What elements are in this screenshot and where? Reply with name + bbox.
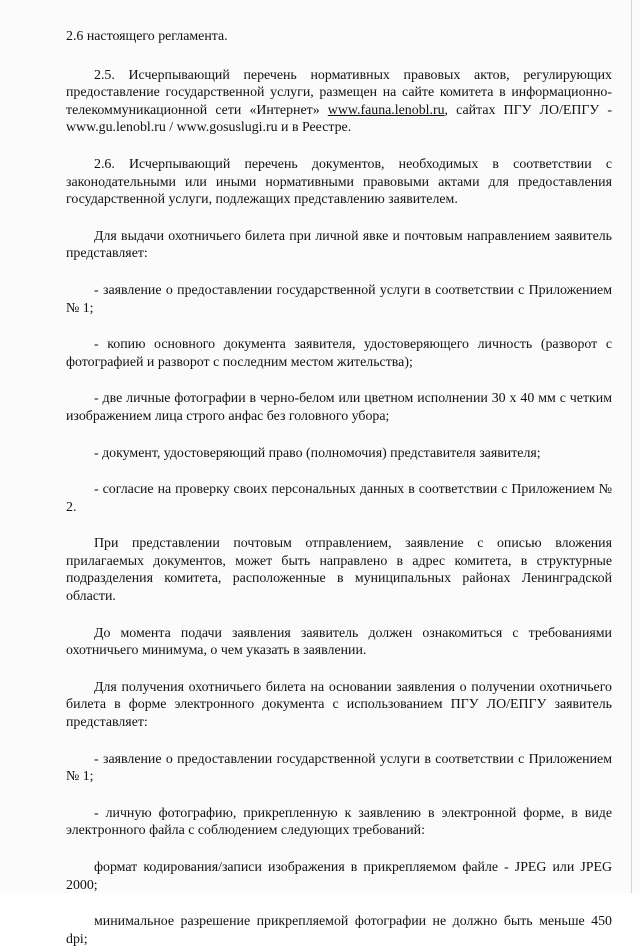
- paragraph-text: , сайтах ПГУ ЛО/ЕПГУ - www.gu.lenobl.ru / www.gosuslugi.ru и в Реестре.: [66, 102, 612, 136]
- paragraph: - согласие на проверку своих персональных данных в соответствии с Приложением № 2.: [66, 482, 612, 515]
- paragraph: минимальное разрешение прикрепляемой фотографии не должно быть меньше 450 dpi;: [66, 914, 612, 947]
- paragraph: 2.6 настоящего регламента.: [66, 29, 228, 44]
- document-body: [66, 28, 612, 948]
- paragraph: Для выдачи охотничьего билета при личной явке и почтовым направлением заявитель представляет:: [66, 228, 612, 262]
- paragraph: При представлении почтовым отправлением, заявление с описью вложения прилагаемых документов, может быть направлено в адрес комитета, в структурные подразделения комитета, расположенные в муниципальных районах Ленинградской области.: [66, 536, 612, 605]
- paragraph: - личную фотографию, прикрепленную к заявлению в электронной форме, в виде электронного файла с соблюдением следующих требований:: [66, 805, 612, 839]
- paragraph: - заявление о предоставлении государственной услуги в соответствии с Приложением № 1;: [66, 282, 612, 316]
- paragraph: формат кодирования/записи изображения в прикрепляемом файле - JPEG или JPEG 2000;: [66, 860, 612, 893]
- paragraph-text: 2.5. Исчерпывающий перечень нормативных правовых актов, регулирующих предоставление государственной услуги, размещен на сайте комитета в информационно-телекоммуникационной сети «Интернет»: [66, 67, 612, 118]
- paragraph: [66, 67, 612, 137]
- paragraph: - документ, удостоверяющий право (полномочия) представителя заявителя;: [94, 445, 541, 461]
- page-edge-line: [631, 0, 632, 893]
- paragraph: До момента подачи заявления заявитель должен ознакомиться с требованиями охотничьего минимума, о чем указать в заявлении.: [66, 625, 612, 659]
- paragraph: Для получения охотничьего билета на основании заявления о получении охотничьего билета в форме электронного документа с использованием ПГУ ЛО/ЕПГУ заявитель представляет:: [66, 679, 612, 731]
- website-link[interactable]: www.fauna.lenobl.ru: [327, 102, 445, 118]
- paragraph: - заявление о предоставлении государственной услуги в соответствии с Приложением № 1;: [66, 751, 612, 785]
- paragraph: - две личные фотографии в черно-белом или цветном исполнении 30 х 40 мм с четким изображением лица строго анфас без головного убора;: [66, 391, 612, 424]
- paragraph: - копию основного документа заявителя, удостоверяющего личность (разворот с фотографией и разворот с последним местом жительства);: [66, 337, 612, 370]
- paragraph: 2.6. Исчерпывающий перечень документов, необходимых в соответствии с законодательными или иными нормативными правовыми актами для предоставления государственной услуги, подлежащих представлению заявителем.: [66, 156, 612, 208]
